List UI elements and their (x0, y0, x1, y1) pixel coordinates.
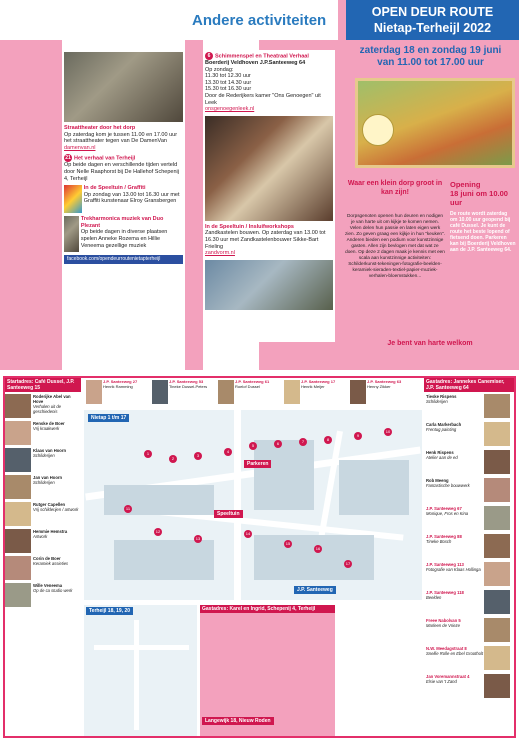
participant-desc: Frentug painting (426, 427, 457, 432)
participant-desc: Vrij schilderijen / artwork (33, 507, 79, 512)
item3-text: Op zondag van 13.00 tot 16.30 uur met Graffiti kunstenaar Elroy Gransbergen (83, 191, 180, 205)
participant-desc: Elsie van 't Zand (426, 679, 457, 684)
parking-label: Parkeren (244, 460, 271, 468)
map-marker[interactable]: 13 (195, 536, 201, 541)
item1-text: Op zaterdag kom je tussen 11.00 en 17.00 uur het straattheater tegen van De DamenVan (64, 131, 178, 145)
participant-item (5, 502, 81, 527)
top-card (284, 380, 348, 408)
participant-photo (484, 450, 510, 474)
playground-label: Speeltuin (214, 510, 243, 518)
participant-photo (484, 506, 510, 530)
right-participants (424, 378, 514, 736)
road-tag: J.P. Santeeweg (294, 586, 336, 594)
organisation-credits: Organisatie: Inkubatiegroep Tonko Dozeel en Rudy Zikker. Bewindvoering: Nietap Terheijl. Organisatie: Nettie Zakkerval (67, 312, 180, 323)
top-card-address: J.P. Santeeweg 53 (169, 379, 204, 384)
shadow-play-title: Schimmenspel en Theatraal Verhaal (215, 53, 309, 60)
guest-address-2: Gastadres: Karel en Ingrid, Schepenij 4, Terheijl (200, 605, 335, 613)
participant-desc: Artwork (33, 534, 48, 539)
participant-desc: Verhalen uit de geschiedenis (33, 404, 62, 414)
map-block (339, 460, 409, 515)
participant-desc: Monique, Fros en Kina (426, 511, 469, 516)
participant-photo (484, 590, 510, 614)
participant-photo (484, 646, 510, 670)
item2-text: Op beide dagen en verschillende tijden verteld door Nelle Raaphorst bij De Hallehof Schepenij 4, Terheijl (64, 162, 179, 182)
participant-name: Corin de Boer (33, 556, 61, 561)
page-title: Andere activiteiten (192, 12, 327, 29)
top-card-photo (152, 380, 168, 404)
shadow-play-time-0: Op zondag: (205, 66, 234, 73)
participant-item (424, 394, 514, 420)
item1-title: Straattheater door het dorp (64, 125, 136, 131)
terheijl-inset (84, 605, 197, 736)
facebook-link[interactable]: facebook.com/opendeurroutenietapterheijl (64, 255, 183, 264)
guest-address-panel (200, 605, 335, 736)
participant-item (424, 534, 514, 560)
participant-photo (5, 475, 31, 499)
map-marker[interactable]: 3 (194, 452, 202, 460)
langewijk-tag: Langewijk 18, Nieuw Roden (202, 717, 274, 725)
participant-item (424, 506, 514, 532)
top-card-name: Henrik Meijer (301, 383, 325, 389)
street-theater-photo (64, 52, 183, 122)
map-marker[interactable]: 16 (315, 546, 321, 551)
participant-name: Henk Rispens (426, 450, 454, 455)
pink-strip-mid (185, 40, 203, 370)
participant-item (5, 448, 81, 473)
opening-info (450, 180, 516, 253)
participant-item (5, 556, 81, 581)
map-marker[interactable]: 11 (125, 506, 131, 511)
participant-photo (5, 583, 31, 607)
terheijl-tag: Terheijl 18, 19, 20 (86, 607, 133, 615)
participant-item (424, 422, 514, 448)
sandcastle-link[interactable]: zandvorm.nl (205, 250, 235, 257)
participant-photo (5, 448, 31, 472)
village-map (84, 410, 422, 600)
participant-desc: Fantastische bouwwerk (426, 483, 470, 488)
welcome-heading: Waar een klein dorp groot in kan zijn! (347, 180, 443, 196)
map-block (254, 440, 314, 510)
sandcastle-text: Zandkastelen bouwen. Op zaterdag van 13.00 tot 16.30 uur met Zandkastelenbouwer Sikke-Bart Frieling (205, 230, 326, 250)
participant-item (424, 590, 514, 616)
top-card-name: Roelof Dussel (235, 383, 260, 389)
item-number-6: 6 (205, 52, 213, 60)
participant-desc: Keramiek assieties (33, 561, 69, 566)
map-marker[interactable]: 15 (285, 541, 291, 546)
map-street (234, 410, 241, 600)
top-card-name: Tineke Dussel-Peters (169, 383, 208, 389)
participant-item (5, 583, 81, 608)
top-card-photo (284, 380, 300, 404)
top-card (350, 380, 414, 408)
left-participants (5, 378, 81, 736)
map-marker[interactable]: 14 (245, 531, 251, 536)
top-card (152, 380, 216, 408)
guest-address: Gastadres: Jannekes Canemiser, J.P. Santeeweg 64 (424, 378, 514, 392)
top-card-address: J.P. Santeeweg 27 (103, 379, 138, 384)
participant-photo (5, 502, 31, 526)
map-marker[interactable]: 10 (385, 429, 391, 434)
participant-desc: Snellie Rolle en Ebel Grootholt (426, 651, 484, 656)
map-street (94, 645, 189, 650)
event-dates (348, 45, 513, 69)
map-marker[interactable]: 6 (274, 440, 282, 448)
participant-name: Rob Meeng (426, 478, 449, 483)
participant-name: Wille Veneema (33, 583, 63, 588)
participant-photo (484, 478, 510, 502)
map-marker[interactable]: 7 (299, 438, 307, 446)
sandcastle-photo (205, 260, 333, 310)
map-block (114, 540, 214, 580)
participant-name: Carla Markerbach (426, 422, 462, 427)
route-title-box (346, 0, 519, 40)
top-card-name: Henny Zikker (367, 383, 391, 389)
participant-photo (484, 534, 510, 558)
date-line-2: van 11.00 tot 17.00 uur (377, 57, 484, 68)
participant-desc: Vrij kraakwerk (33, 426, 60, 431)
opening-label: Opening (450, 180, 481, 189)
participant-item (5, 529, 81, 554)
participant-name: Roderijke Abel van Hove (33, 394, 71, 404)
participant-photo (5, 421, 31, 445)
participant-photo (484, 618, 510, 642)
item4-title: Trekharmonica muziek van Duo Plezant (80, 216, 164, 229)
date-line-1: zaterdag 18 en zondag 19 juni (359, 45, 502, 56)
participant-desc: Schilderijen (33, 453, 55, 458)
item4-text: Op beide dagen in diverse plaatsen spelen Anneke Rozema en Hillie Veneema gezellige muziek (80, 229, 168, 249)
participant-item (424, 646, 514, 672)
top-card-photo (218, 380, 234, 404)
participant-name: Renske de Boer (33, 421, 65, 426)
participant-desc: Op de ca studio werk (33, 588, 73, 593)
participant-item (424, 562, 514, 588)
participant-name: J.P. Santeeweg 67 (426, 506, 462, 511)
top-card-address: J.P. Santeeweg 17 (301, 379, 336, 384)
shadow-play-location: Boerderij Veldhoven J.P.Santeeweg 64 (205, 60, 306, 67)
shadow-play-time-1: 11.30 tot 12.30 uur (205, 73, 251, 80)
participant-photo (484, 394, 510, 418)
graffiti-photo (64, 185, 82, 213)
duo-plezant-photo (64, 216, 79, 252)
opening-when: 18 juni om 10.00 uur (450, 189, 508, 207)
map-block (254, 535, 374, 580)
participant-photo (484, 562, 510, 586)
participant-name: J.P. Santeeweg 118 (426, 590, 464, 595)
participant-desc: Beelden (426, 595, 442, 600)
map-street (134, 620, 139, 730)
participant-name: Klaas van Hoorn (33, 448, 67, 453)
participant-item (5, 475, 81, 500)
top-card-address: J.P. Santeeweg 61 (235, 379, 270, 384)
participant-item (5, 421, 81, 446)
participant-item (424, 450, 514, 476)
participant-photo (5, 394, 31, 418)
map-marker[interactable]: 12 (155, 529, 161, 534)
participant-item (5, 394, 81, 419)
participant-name: Hemmie Hemstra (33, 529, 68, 534)
shadow-play-time-2: 13.30 tot 14.30 uur (205, 79, 252, 86)
map-marker[interactable]: 1 (144, 450, 152, 458)
participant-desc: Atelier aan de ed (426, 455, 458, 460)
map-marker[interactable]: 5 (249, 442, 257, 450)
participant-desc: Tineke Bosch (426, 539, 452, 544)
sandcastle-title: In de Speeltuin / Insluifworkshops (205, 223, 294, 230)
welcome-text: Dorpsgenoten openen hun deuren en nodigen je van harte uit om kijkje te komen nemen. Velen delen hun passie en laten eigen werk zien. Zo geven graag een kijkje in hun "keuken". Anderen bieden een podium voor kunstzinnige gasten. Allen zijn bevlogen met dat wat ze doen. Op deze 2 dagen maak je kennis met een scala aan kunstzinnige activiteiten: Schilderkunst-tekeningen-fotografie-beelden-keramiek-sieraden-textiel-papier-muziek-verhalen-bloemstukken... (345, 213, 446, 278)
participant-item (424, 618, 514, 644)
route-subtitle: Nietap-Terheijl 2022 (373, 21, 492, 35)
participant-item (424, 674, 514, 700)
participant-desc: Schilderijen (33, 480, 55, 485)
shadow-play-text: Door de Rederijkers kamer "Ons Genoegen" uit Leek (205, 93, 321, 106)
top-cards-strip (84, 378, 422, 408)
nietap-tag: Nietap 1 t/m 17 (88, 414, 129, 422)
participant-name: Jan van Hoorn (33, 475, 63, 480)
route-title: OPEN DEUR ROUTE (371, 5, 494, 19)
participant-name: Tieske Rispens (426, 394, 457, 399)
map-marker[interactable]: 17 (345, 561, 351, 566)
map-block (104, 485, 214, 515)
top-card (86, 380, 150, 408)
shadow-play-link[interactable]: onsgenoegenleek.nl (205, 106, 255, 113)
shadow-play-time-3: 15.30 tot 16.30 uur (205, 86, 252, 93)
participant-desc: Marleen de Vrieze (426, 623, 460, 628)
participant-name: N.W. Meedagstraat 8 (426, 646, 467, 651)
pink-strip-left (0, 40, 62, 370)
item1-link[interactable]: damenvan.nl (64, 144, 96, 151)
opening-text: De route wordt zaterdag om 10.00 uur geopend bij café Dussel. Je kunt de route het beste lopend of fietsend doen. Parkeren kan bij Boerderij Veldhoven aan de J.P. Santeeweg 64. (450, 211, 516, 253)
item2-number: 21 (65, 155, 71, 162)
map-marker[interactable]: 8 (324, 436, 332, 444)
top-card (218, 380, 282, 408)
participant-name: J.P. Santeeweg 113 (426, 562, 464, 567)
map-marker[interactable]: 2 (169, 455, 177, 463)
participant-item (424, 478, 514, 504)
start-address: Startadres: Café Dussel, J.P. Santeeweg 15 (5, 378, 81, 392)
participant-desc: Schilderijen (426, 399, 448, 404)
top-card-photo (350, 380, 366, 404)
item3-title: In de Speeltuin / Graffiti (83, 185, 146, 192)
top-card-address: J.P. Santeeweg 63 (367, 379, 402, 384)
map-marker[interactable]: 9 (354, 432, 362, 440)
map-marker[interactable]: 4 (224, 448, 232, 456)
theater-photo (205, 116, 333, 221)
participant-desc: Fotografie van Klaas Hollinga (426, 567, 481, 572)
activities-column-2 (203, 50, 335, 342)
participant-photo (5, 529, 31, 553)
item2-title: Het verhaal van Terheijl (74, 155, 136, 162)
participant-name: Freee Nabolvan 5 (426, 618, 461, 623)
activities-column-1 (62, 50, 185, 325)
top-card-photo (86, 380, 102, 404)
participant-photo (484, 674, 510, 698)
route-seal (362, 114, 394, 146)
participant-photo (484, 422, 510, 446)
terheijl-participants (337, 605, 422, 736)
closing-text: Je bent van harte welkom (387, 340, 473, 347)
participant-name: Jan Voremannstraat 4 (426, 674, 470, 679)
top-card-name: Henrik Ramming (103, 383, 133, 389)
participant-photo (5, 556, 31, 580)
participant-name: Rutger Capellen (33, 502, 66, 507)
participant-name: J.P. Santeeweg 88 (426, 534, 462, 539)
